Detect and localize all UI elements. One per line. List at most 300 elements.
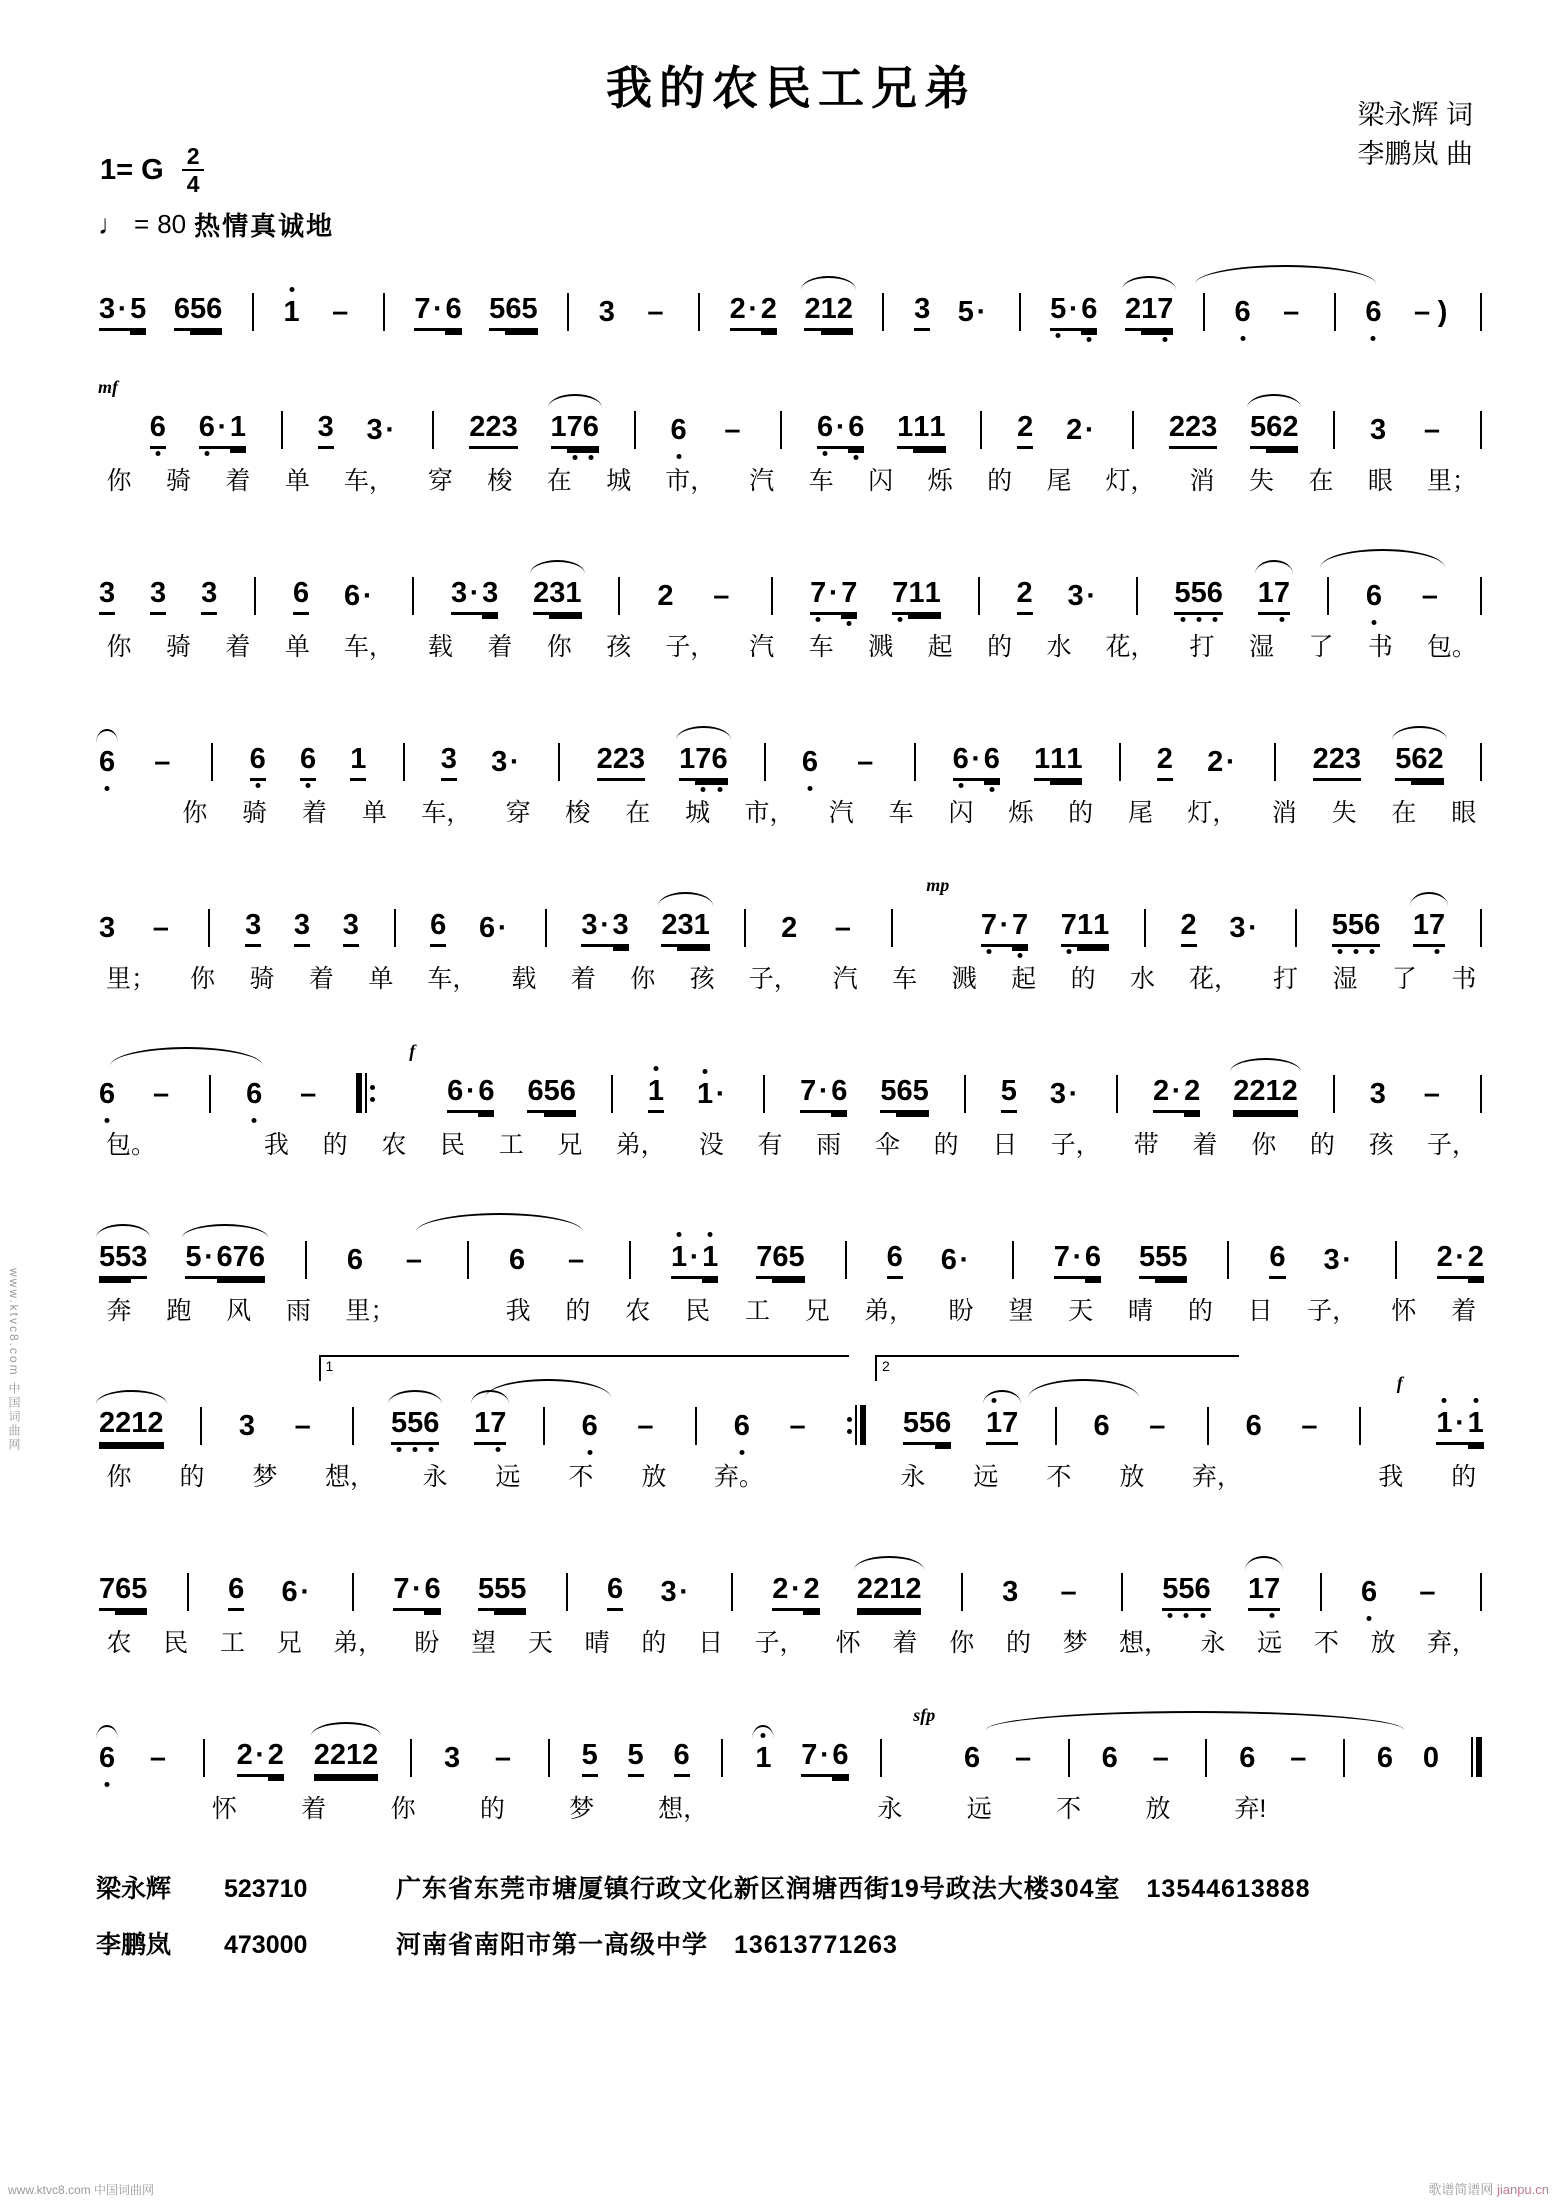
barline [352,1407,354,1445]
note-char: 2 [1184,1072,1200,1113]
lyric-syllable: 的 [1006,1629,1032,1657]
note-char: 1 [1050,740,1066,781]
dash-extender: – [713,580,730,612]
note-char: 2 [661,906,677,947]
note-char: 2 [1017,574,1033,615]
lyric-syllable: 雨 [286,1297,312,1325]
lyric-syllable: 怀 [1391,1297,1417,1325]
note-char: 6 [478,1072,494,1113]
lyric-syllable: 没 [698,1131,724,1159]
note-char: 5 [1191,574,1207,615]
dash-extender: – [724,414,741,446]
barline [558,743,560,781]
lyric-syllable: 梭 [565,799,591,827]
dash-extender: – [1149,1410,1166,1442]
note-char: 6 [984,740,1000,781]
note-char: 3 [629,740,645,781]
note-char: 7 [892,574,908,615]
note-char: 1 [755,1739,771,1777]
lyric-syllable: 城 [685,799,711,827]
note-char: · [1084,414,1095,446]
note-group [98,290,147,331]
barline [721,1739,723,1777]
note-char: 1 [565,574,581,615]
lyric-syllable: 想， [1119,1629,1170,1657]
lyric-syllable: 汽 [832,965,858,993]
note-group [1268,1238,1286,1279]
note-group-slur [1247,1570,1281,1611]
music-line [96,1703,1487,1777]
note-group [317,408,335,449]
note-char: 3 [549,574,565,615]
lyric-syllable: 单 [368,965,394,993]
lyric-syllable: 骑 [165,467,191,495]
note-char: 6 [505,290,521,331]
contact-phone: 13544613888 [1146,1875,1311,1903]
music-line [96,1537,1487,1611]
lyric-syllable: 远 [973,1463,999,1491]
note-char: · [509,746,520,778]
note-char: 6 [671,411,687,449]
lyric-syllable: 的 [179,1463,205,1491]
barline [1480,293,1482,331]
lyric-syllable: 起 [927,633,953,661]
note-char: 3 [1370,414,1387,446]
contact-name: 李鹏岚 [96,1931,172,1959]
lyric-syllable: 梭 [487,467,513,495]
note-group [1245,1407,1263,1445]
lyric-syllable: 你 [189,965,215,993]
note-char: 7 [233,1238,249,1279]
repeat-dot [847,1417,852,1422]
note-char: 3 [150,574,166,615]
lyric-syllable: 农 [625,1297,651,1325]
score-system [96,541,1487,663]
note-group [780,909,798,947]
note-char: · [202,1238,217,1279]
lyric-line [96,1789,1487,1825]
dash-extender: – [152,912,169,944]
note-char: 1 [697,1075,713,1113]
note-char: 1 [1436,1404,1452,1445]
note-group [940,1241,973,1279]
contact-address: 河南省南阳市第一高级中学 [396,1931,709,1959]
note-char: 6 [560,1072,576,1113]
note-group [1238,1739,1256,1777]
note-char: · [463,1072,478,1113]
repeat-dot [370,1085,375,1090]
note-char: 2 [857,1570,873,1611]
note-group [1060,906,1110,947]
note-group [886,1238,904,1279]
barline [1227,1241,1229,1279]
note-group [771,1570,820,1611]
lyric-syllable: 车 [808,467,834,495]
barline [634,411,636,449]
note-char: 3 [201,574,217,615]
barline [1295,909,1297,947]
credits [1357,96,1473,174]
note-char: 3 [318,408,334,449]
lyric-syllable: 的 [1070,965,1096,993]
note-char: · [817,1736,832,1777]
barline [352,1573,354,1611]
note-group [1156,740,1174,781]
watermark-bottom-right [1428,2179,1549,2198]
note-char: 3 [238,1410,256,1442]
note-char: 2 [1066,414,1083,446]
note-char: ) [1437,296,1448,328]
note-char: 6 [423,1404,439,1445]
note-char: 7 [1002,1404,1018,1445]
lyric-syllable: 望 [1008,1297,1034,1325]
note-char: 5 [190,290,206,331]
dash-extender: – [153,1078,170,1110]
lyric-syllable: 骑 [249,965,275,993]
dash-extender: – [647,296,664,328]
note-char: 2 [1282,408,1298,449]
note-char: 7 [1054,1238,1070,1279]
lyric-syllable: 在 [1308,467,1334,495]
lyric-syllable: 灯， [1187,799,1238,827]
barline [1480,743,1482,781]
score-system [96,1703,1487,1825]
note-char: 2 [1437,1238,1453,1279]
note-char: 2 [804,290,820,331]
note-char: 2 [1468,1238,1484,1279]
note-char: 3 [366,414,383,446]
barline [1119,743,1121,781]
lyric-line [96,959,1487,995]
note-char: 7 [800,1072,816,1113]
barline [412,577,414,615]
dash-extender: – [294,1410,311,1442]
barline [1205,1739,1207,1777]
dash-extender: – [494,1742,511,1774]
lyric-syllable: 的 [1068,799,1094,827]
lyric-syllable: 的 [1451,1463,1477,1491]
note-group [562,1241,590,1279]
note-group [1049,290,1098,331]
lyric-syllable: 弃! [1234,1795,1267,1823]
note-char: 5 [185,1238,201,1279]
note-char: 7 [1157,290,1173,331]
barline [305,1241,307,1279]
lyric-syllable: 弟， [615,1131,666,1159]
note-char: · [467,574,482,615]
note-char: 6 [249,1238,265,1279]
note-char: 3 [1323,1244,1340,1276]
note-group [800,1736,849,1777]
note-char: 3 [914,290,930,331]
note-group [718,411,746,449]
dynamic-mark: f [409,1041,416,1061]
note-char: 3 [99,574,115,615]
note-group [1364,293,1382,331]
note-char: 7 [490,1404,506,1445]
barline [1136,577,1138,615]
note-char: · [833,408,848,449]
barline [1480,411,1482,449]
note-group [1016,408,1034,449]
note-group [173,290,223,331]
lyric-syllable: 带 [1133,1131,1159,1159]
tie-arc [110,1047,263,1066]
barline [1274,743,1276,781]
barline [1480,909,1482,947]
note-group [1053,1238,1102,1279]
note-char: 6 [896,1072,912,1113]
note-group [282,293,300,331]
lyric-syllable: 孩 [689,965,715,993]
note-char: · [1225,746,1236,778]
lyric-line [96,1623,1487,1659]
note-char: 5 [1174,574,1190,615]
lyric-syllable: 弟， [864,1297,915,1325]
note-group [446,1072,495,1113]
barline [254,577,256,615]
note-group [149,408,167,449]
note-char: 1 [679,740,695,781]
lyric-syllable: 闪 [868,467,894,495]
volta-bracket [319,1355,850,1381]
note-char: 1 [889,1570,905,1611]
note-group [1143,1407,1171,1445]
lyric-syllable: 烁 [927,467,953,495]
note-group [598,293,616,331]
barline [432,411,434,449]
lyric-line [96,793,1487,829]
note-char: 3 [451,574,467,615]
note-group-slur [1249,408,1299,449]
note-char: 1 [1034,740,1050,781]
note-group [647,1072,665,1113]
music-line [96,707,1487,781]
note-group [149,574,167,615]
note-group [98,909,116,947]
tie-arc [1320,549,1445,568]
dash-extender: – [1423,414,1441,446]
note-char: 6 [817,408,833,449]
note-group [526,1072,576,1113]
note-char: 6 [293,574,309,615]
note-char: 6 [1361,1573,1377,1611]
barline [978,577,980,615]
contact-postcode: 523710 [224,1875,308,1903]
note-group-slur [1232,1072,1299,1113]
note-char: 6 [527,1072,543,1113]
note-char: 6 [228,1570,244,1611]
note-char: 6 [953,740,969,781]
volta-label: 1 [325,1358,334,1374]
note-char: 6 [1365,293,1381,331]
lyric-syllable: 着 [308,965,334,993]
note-char: 5 [1250,408,1266,449]
note-char: 6 [1093,1410,1110,1442]
note-group-slur [313,1736,380,1777]
note-char: 1 [131,1404,147,1445]
contact-postcode: 473000 [224,1931,308,1959]
note-char: 0 [1422,1742,1440,1774]
note-char: 1 [821,290,837,331]
lyric-syllable: 了 [1391,965,1417,993]
lyric-syllable: 你 [390,1795,416,1823]
note-char: 1 [925,574,941,615]
lyric-syllable: 工 [220,1629,246,1657]
lyric-syllable: 单 [284,633,310,661]
note-char: 2 [147,1404,163,1445]
note-char: 6 [445,290,461,331]
note-char: 5 [1332,906,1348,947]
lyric-syllable: 的 [565,1297,591,1325]
note-group [294,1075,322,1113]
barline [1327,577,1329,615]
lyric-syllable: 着 [487,633,513,661]
lyric-syllable: 城 [606,467,632,495]
barline [203,1739,205,1777]
barline [1012,1241,1014,1279]
lyric-syllable: 的 [322,1131,348,1159]
lyric-syllable: 车 [808,633,834,661]
dash-extender: – [834,912,851,944]
tie-arc [1195,265,1376,284]
lyric-syllable: 闪 [948,799,974,827]
note-group [244,906,262,947]
note-char: 2 [115,1404,131,1445]
note-char: · [816,1072,831,1113]
note-char: 1 [1248,1570,1264,1611]
dash-extender: – [567,1244,585,1276]
note-char: 3 [1049,1078,1066,1110]
music-line [96,1205,1487,1279]
note-char: 2 [837,290,853,331]
note-group [1369,411,1387,449]
note-group [366,411,399,449]
lyric-syllable: 汽 [749,633,775,661]
lyric-syllable: 子， [1050,1131,1101,1159]
lyric-syllable: 车 [892,965,918,993]
dash-extender: – [154,746,171,778]
note-group [952,740,1001,781]
barline [961,1573,963,1611]
lyric-syllable: 里； [345,1297,396,1325]
note-char: 3 [677,906,693,947]
time-signature [182,144,205,196]
note-char: 6 [174,290,190,331]
lyric-syllable: 远 [495,1463,521,1491]
note-char: 7 [810,574,826,615]
dash-extender: – [1414,296,1431,328]
lyric-syllable: 车， [343,467,394,495]
note-char: 6 [281,1576,298,1608]
lyric-syllable: 着 [301,1795,327,1823]
note-group [809,574,858,615]
note-char: 7 [99,1570,115,1611]
note-group [755,1238,805,1279]
note-char: 5 [407,1404,423,1445]
music-line [96,257,1487,331]
barline [1144,909,1146,947]
note-char: 6 [848,408,864,449]
note-group [392,1570,441,1611]
barline [764,743,766,781]
score-system [96,707,1487,829]
dash-extender: – [1014,1742,1032,1774]
dynamic-mark: mp [926,875,950,895]
repeat-dots [370,1073,375,1113]
note-char: 3 [441,740,457,781]
note-char: 6 [99,1075,115,1113]
note-char: 6 [424,1570,440,1611]
note-char: 3 [294,906,310,947]
note-char: 1 [1468,1404,1484,1445]
note-char: 6 [832,1736,848,1777]
quarter-note-icon: ♩ [98,208,126,240]
note-char: 2 [803,1570,819,1611]
note-group [1055,1573,1083,1611]
note-char: · [362,580,373,612]
note-char: 5 [489,290,505,331]
lyric-syllable: 日 [992,1131,1018,1159]
note-char: 1 [1258,574,1274,615]
lyric-syllable: 的 [641,1629,667,1657]
note-group [198,408,247,449]
note-char: 1 [1077,906,1093,947]
note-char: 5 [99,1238,115,1279]
lyric-syllable: 子， [1426,1131,1477,1159]
lyric-syllable: 水 [1130,965,1156,993]
barline [1333,411,1335,449]
lyric-syllable: 尾 [1128,799,1154,827]
note-group [468,408,518,449]
lyric-syllable: 在 [546,467,572,495]
note-group [413,290,462,331]
score-system [96,1205,1487,1327]
note-char: 2 [905,1570,921,1611]
note-group-slur [98,1238,148,1279]
note-char: 5 [957,296,974,328]
note-char: · [1248,912,1258,944]
note-char: · [826,574,841,615]
note-group [249,740,267,781]
note-char: 6 [206,290,222,331]
note-char: 6 [217,1238,233,1279]
dash-extender: – [1283,296,1300,328]
note-char: 6 [344,580,361,612]
note-char: 6 [1266,408,1282,449]
note-group-slur [473,1404,507,1445]
note-group [729,290,778,331]
note-char: 6 [508,1244,526,1276]
note-char: 6 [1245,1410,1262,1442]
note-group [1436,1238,1485,1279]
meter-numerator: 2 [182,144,205,171]
note-group [346,1241,364,1279]
lyric-syllable: 子， [748,965,799,993]
thin-bar [855,1405,857,1445]
note-group [1365,577,1383,615]
barline [545,909,547,947]
note-char: 5 [510,1570,526,1611]
note-group [1180,906,1198,947]
lyric-syllable: 农 [106,1629,132,1657]
note-group-slur [184,1238,266,1279]
thick-bar [1476,1737,1482,1777]
note-group [343,577,376,615]
score-system [96,1537,1487,1659]
note-char: 2 [1125,290,1141,331]
note-char: 2 [1329,740,1345,781]
